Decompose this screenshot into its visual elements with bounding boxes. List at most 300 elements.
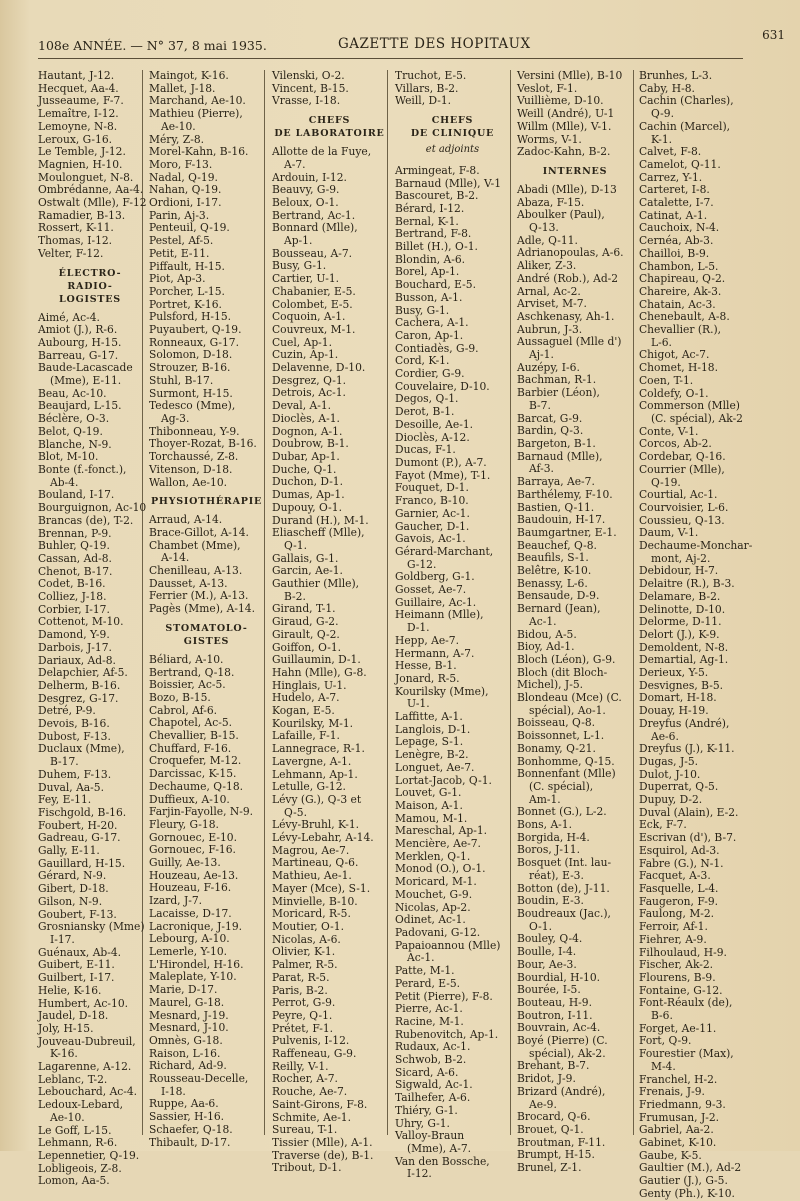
directory-entry: Velter, F-12. [38,246,104,260]
directory-entry: Willm (Mlle), V-1. [517,119,612,133]
directory-entry: Gaultier (M.), Ad-2 [639,1161,742,1175]
directory-entry: Chailloi, B-9. [639,246,710,260]
directory-entry: Lenègre, B-2. [395,748,469,762]
directory-entry: Boissonnet, L-1. [517,729,605,743]
directory-entry: Aussaguel (Mlle d') [517,335,622,349]
directory-entry: Camelot, Q-11. [639,157,721,171]
directory-entry: Bouvrain, Ac-4. [517,1021,601,1035]
directory-entry: Jusseaume, F-7. [38,94,124,108]
directory-entry: Adle, Q-11. [517,233,578,247]
directory-entry: B-17. [50,755,79,769]
directory-entry: Porcher, L-15. [149,284,225,298]
directory-entry: Lévy-Lebahr, A-14. [272,831,374,845]
directory-entry: Humbert, Ac-10. [38,996,129,1010]
directory-entry: Debidour, H-7. [639,564,719,578]
directory-entry: Rossert, K-11. [38,221,114,235]
directory-entry: Allotte de la Fuye, [272,145,372,159]
directory-entry: Bourguignon, Ac-10 [38,501,147,515]
directory-entry: Barnaud (Mlle), [517,449,603,463]
page-header [38,28,785,59]
directory-entry: Marchand, Ae-10. [149,94,246,108]
directory-entry: Dubar, Ap-1. [272,449,340,463]
directory-entry: Padovani, G-12. [395,926,481,939]
directory-entry: Lemaître, I-12. [38,107,119,121]
directory-entry: Maurel, G-18. [149,995,225,1009]
directory-entry: Chuffard, F-16. [149,741,232,755]
directory-entry: Maingot, K-16. [149,69,229,82]
column-5 [517,69,634,1175]
directory-entry: Mesnard, J-10. [149,1021,229,1035]
directory-entry: Aboulker (Paul), [517,208,605,222]
directory-entry: Blot, M-10. [38,450,99,464]
directory-entry: Lobligeois, Z-8. [38,1161,122,1175]
directory-entry: Courvoisier, L-6. [639,500,729,514]
directory-entry: I-18. [161,1084,186,1098]
section-heading-line: CHEFS [431,115,474,127]
directory-entry: Couvelaire, D-10. [395,379,490,393]
directory-entry: Mamou, M-1. [395,811,468,825]
directory-entry: Bosquet (Int. lau- [517,856,612,870]
directory-entry: M-4. [651,1059,676,1073]
directory-entry: Ac-1. [529,614,557,628]
directory-entry: Barcat, G-9. [517,411,583,425]
directory-entry: Ap-1. [284,234,313,248]
directory-entry: Gosset, Ae-7. [395,583,467,597]
directory-entry: Letulle, G-12. [272,780,346,794]
directory-entry: Vilenski, O-2. [272,69,345,82]
directory-entry: Q-5. [284,805,307,819]
directory-entry: Blondin, A-6. [395,252,466,266]
directory-entry: Hermann, A-7. [395,646,475,660]
directory-entry: Guilly, Ae-13. [149,856,221,870]
directory-entry: Gaucher, D-1. [395,519,470,533]
directory-entry: Desgrez, Q-1. [272,373,347,387]
directory-entry: B-2. [284,589,306,603]
directory-entry: Barthélemy, F-10. [517,487,613,501]
directory-entry: Hahn (Mlle), G-8. [272,665,367,679]
directory-entry: Corcos, Ab-2. [639,437,712,451]
directory-entry: Desgrez, G-17. [38,691,119,705]
directory-entry: Baude-Lacascade [38,361,133,375]
directory-entry: Nadal, Q-19. [149,170,218,184]
directory-entry: Moricard, M-1. [395,875,477,889]
directory-entry: Pulvenis, I-12. [272,1034,350,1048]
directory-entry: Baumgartner, E-1. [517,525,617,539]
directory-entry: Rubenovitch, Ap-1. [395,1027,499,1041]
directory-entry: Mouchet, G-9. [395,887,473,901]
directory-entry: Thoyer-Rozat, B-16. [149,437,257,451]
directory-entry: Gauthier (Mlle), [272,577,360,591]
directory-entry: Hesse, B-1. [395,659,457,673]
directory-entry: Versini (Mlle), B-10 [517,69,623,82]
directory-entry: Brace-Gillot, A-14. [149,525,249,539]
directory-entry: Busson, A-1. [395,290,463,304]
directory-entry: Armingeat, F-8. [395,163,480,177]
directory-entry: Raison, L-16. [149,1046,221,1060]
issue-info: 108e ANNÉE. — N° 37, 8 mai 1935. [38,38,267,53]
directory-entry: Cottenot, M-10. [38,615,124,629]
directory-entry: Demoldent, N-8. [639,640,729,654]
column-1 [38,69,147,1188]
directory-entry: Courtial, Ac-1. [639,488,718,502]
directory-entry: Dumas, Ap-1. [272,488,345,502]
directory-entry: Aubrun, J-3. [517,322,583,336]
directory-entry: Vrasse, I-18. [272,94,341,108]
directory-entry: Lebouchard, Ac-4. [38,1085,138,1099]
directory-entry: Filhoulaud, H-9. [639,945,727,959]
directory-entry: Faulong, M-2. [639,907,715,921]
directory-entry: Duclaux (Mme), [38,742,125,756]
directory-entry: Guilbert, I-17. [38,971,115,985]
directory-entry: Gibert, D-18. [38,882,109,896]
directory-entry: Beau, Ac-10. [38,386,107,400]
directory-entry: Garnier, Ac-1. [395,506,470,520]
directory-entry: D-1. [407,621,430,635]
directory-entry: Moricard, R-5. [272,907,351,921]
directory-entry: Cauchoix, N-4. [639,221,720,235]
directory-entry: Aimé, Ac-4. [38,310,100,324]
directory-entry: Gilson, N-9. [38,894,103,908]
section-heading-line: DE LABORATOIRE [274,128,385,140]
directory-entry: Gornouec, F-16. [149,843,236,857]
directory-entry: Magnien, H-10. [38,157,123,171]
directory-entry: Palmer, R-5. [272,958,338,972]
directory-entry: Lomon, Aa-5. [38,1174,110,1188]
directory-entry: Barbier (Léon), [517,386,600,400]
directory-entry: Rouche, Ae-7. [272,1085,348,1099]
directory-entry: Lemerle, Y-10. [149,945,228,958]
directory-entry: Cernéa, Ab-3. [639,234,714,248]
directory-entry: Cuzin, Ap-1. [272,348,339,362]
directory-entry: Billet (H.), O-1. [395,240,478,254]
directory-entry: Lebourg, A-10. [149,932,230,946]
directory-entry: G-12. [407,557,437,571]
directory-entry: Bernal, K-1. [395,214,459,228]
directory-entry: Boutron, I-11. [517,1008,593,1022]
directory-entry: Chapireau, Q-2. [639,272,726,286]
directory-entry: Chareire, Ak-3. [639,284,722,298]
directory-entry: Boulle, I-4. [517,945,577,959]
directory-entry: Nahan, Q-19. [149,183,222,197]
column-3 [272,69,388,1175]
directory-entry: Traverse (de), B-1. [272,1148,374,1162]
directory-entry: Schmite, Ae-1. [272,1110,352,1124]
section-heading-line: LOGISTES [59,293,121,305]
directory-entry: Morel-Kahn, B-16. [149,145,249,159]
directory-entry: (C. spécial), [529,779,594,793]
directory-entry: Brumpt, H-15. [517,1148,595,1162]
directory-entry: Bensaude, D-9. [517,589,600,603]
directory-entry: Villars, B-2. [395,81,459,95]
directory-entry: Wallon, Ae-10. [149,475,228,489]
directory-entry: Fontaine, G-12. [639,983,723,997]
directory-entry: Belot, Q-19. [38,424,103,438]
directory-entry: Bertrand, Ac-1. [272,208,356,222]
directory-entry: Béclère, O-3. [38,412,110,426]
directory-entry: Weill (André), U-1 [517,107,615,121]
directory-entry: Brocard, Q-6. [517,1110,591,1124]
directory-entry: Bargeton, B-1. [517,436,596,450]
directory-entry: Ae-10. [161,119,196,133]
section-heading [38,267,142,306]
directory-entry: L-6. [651,335,672,349]
directory-entry: Benassy, L-6. [517,576,588,590]
directory-entry: Peyre, Q-1. [272,1008,333,1022]
directory-entry: Foubert, H-20. [38,818,118,832]
directory-entry: Bour, Ae-3. [517,957,577,971]
directory-entry: Mallet, J-18. [149,81,216,95]
directory-entry: Lévy (G.), Q-3 et [272,792,362,806]
directory-entry: Dubost, F-13. [38,729,111,743]
directory-entry: Maison, A-1. [395,798,463,812]
directory-entry: Maleplate, Y-10. [149,970,237,984]
section-heading-line: ÉLECTRO-RADIO- [58,267,122,292]
directory-entry: Belêtre, K-10. [517,564,592,578]
directory-entry: Boyé (Pierre) (C. [517,1034,608,1048]
directory-entry: Lagarenne, A-12. [38,1060,132,1074]
section-heading-line: INTERNES [542,165,608,177]
directory-entry: Hepp, Ae-7. [395,633,459,647]
directory-entry: Duchon, D-1. [272,475,344,489]
directory-entry: Lemoyne, N-8. [38,119,118,133]
directory-entry: Goiffon, O-1. [272,640,342,654]
directory-entry: Sigwald, Ac-1. [395,1078,473,1092]
directory-entry: (C. spécial), Ak-2 [651,411,743,425]
directory-entry: Pestel, Af-5. [149,234,214,248]
directory-entry: Commerson (Mlle) [639,399,740,413]
directory-entry: Gauillard, H-15. [38,856,126,870]
directory-entry: Fiehrer, A-9. [639,932,707,946]
directory-entry: Chambet (Mme), [149,538,241,552]
directory-entry: Bouchard, E-5. [395,278,476,292]
directory-entry: Hinglais, U-1. [272,678,347,692]
directory-entry: Stuhl, B-17. [149,373,214,387]
directory-entry: Aliker, Z-3. [517,259,577,273]
directory-entry: Botton (de), J-11. [517,881,610,895]
directory-entry: Abadi (Mlle), D-13 [517,182,617,196]
directory-entry: Lavergne, A-1. [272,754,352,768]
directory-entry: Kourilsky (Mme), [395,684,489,698]
directory-entry: Chabanier, E-5. [272,284,356,298]
directory-entry: Cabrol, Af-6. [149,703,218,717]
directory-entry: Paris, B-2. [272,983,328,997]
directory-entry: Bidou, A-5. [517,627,577,641]
directory-entry: Detrois, Ac-1. [272,386,346,400]
directory-entry: Mesnard, J-19. [149,1008,229,1022]
directory-columns [38,69,762,1200]
directory-entry: Bouteau, H-9. [517,995,592,1009]
directory-entry: Ac-1. [407,951,435,965]
directory-entry: Rocher, A-7. [272,1072,338,1086]
directory-entry: Méry, Z-8. [149,132,205,146]
directory-entry: L'Hirondel, H-16. [149,957,244,971]
section-heading-line: STOMATOLO- [165,622,248,634]
directory-entry: réat), E-3. [529,868,584,882]
directory-entry: Giraud, G-2. [272,615,339,629]
directory-entry: Cuel, Ap-1. [272,335,332,349]
directory-entry: Chenot, B-17. [38,564,113,578]
directory-entry: Chevallier, B-15. [149,729,239,743]
directory-entry: Beauchef, Q-8. [517,538,597,552]
directory-entry: Fey, E-11. [38,793,92,807]
directory-entry: Ardouin, I-12. [272,170,347,184]
directory-entry: Houzeau, Ae-13. [149,868,239,882]
directory-entry: Portret, K-16. [149,297,222,311]
directory-entry: Rudaux, Ac-1. [395,1040,471,1054]
directory-entry: Parin, Aj-3. [149,208,210,222]
directory-entry: Brancas (de), T-2. [38,513,134,527]
directory-entry: Langlois, D-1. [395,722,471,736]
directory-entry: Bridot, J-9. [517,1072,576,1086]
directory-entry: Vincent, B-15. [272,81,349,95]
directory-entry: Desoille, Ae-1. [395,417,474,431]
directory-entry: Chenilleau, A-13. [149,564,243,578]
directory-entry: Goldberg, G-1. [395,570,475,584]
directory-entry: Piffault, H-15. [149,259,225,273]
directory-entry: Corbier, I-17. [38,602,110,616]
directory-entry: Girault, Q-2. [272,627,340,641]
section-heading [395,114,510,140]
directory-entry: Perrot, G-9. [272,996,336,1010]
directory-entry: Solomon, D-18. [149,348,233,362]
directory-entry: Ab-4. [50,475,79,489]
directory-entry: Longuet, Ae-7. [395,760,475,774]
directory-entry: Calvet, F-8. [639,145,702,159]
directory-entry: Auzépy, I-6. [517,360,580,374]
directory-entry: Bloch (dit Bloch- [517,665,608,679]
directory-entry: Schaefer, Q-18. [149,1122,233,1136]
directory-entry: Bonnard (Mlle), [272,221,358,235]
directory-entry: Douay, H-19. [639,704,709,718]
directory-entry: Joly, H-15. [38,1021,94,1035]
directory-entry: Fischgold, B-16. [38,805,127,819]
directory-entry: Gautier (J.), G-5. [639,1174,728,1188]
directory-entry: Minvielle, B-10. [272,894,358,908]
directory-entry: Bozo, B-15. [149,690,211,704]
directory-entry: Fabre (G.), N-1. [639,856,724,870]
directory-entry: Grosnianskу (Mme) [38,920,145,934]
directory-entry: Brouet, Q-1. [517,1122,584,1136]
directory-entry: Bertrand, F-8. [395,227,472,241]
directory-entry: Dioclès, A-1. [272,411,340,425]
directory-entry: Caby, H-8. [639,81,695,95]
directory-entry: Bourée, I-5. [517,983,581,997]
directory-entry: Coldefy, O-1. [639,386,709,400]
directory-entry: Martineau, Q-6. [272,856,359,870]
directory-entry: Boudin, E-3. [517,894,584,908]
directory-entry: Guénaux, Ab-4. [38,945,122,959]
directory-entry: Nicolas, A-6. [272,932,341,946]
directory-entry: A-7. [284,157,306,171]
directory-entry: Lannegrace, R-1. [272,742,365,756]
directory-entry: Dechaume-Monchar- [639,539,753,553]
directory-entry: Jonard, R-5. [395,671,460,685]
directory-entry: Van den Bossche, [395,1154,490,1168]
directory-entry: Marie, D-17. [149,983,218,997]
directory-entry: Cachin (Marcel), [639,119,731,133]
directory-entry: Cord, K-1. [395,354,450,368]
directory-entry: Moulonguet, N-8. [38,170,134,184]
directory-entry: Pierre, Ac-1. [395,1002,463,1016]
directory-entry: mont, Aj-2. [651,551,711,565]
directory-entry: Chapotel, Ac-5. [149,716,233,730]
directory-entry: Torchaussé, Z-8. [149,450,239,464]
directory-entry: Derieux, Y-5. [639,666,709,680]
directory-entry: Ordioni, I-17. [149,196,222,210]
directory-entry: Codet, B-16. [38,577,106,591]
directory-entry: Parat, R-5. [272,970,330,984]
directory-entry: Fischer, Ak-2. [639,958,714,972]
section-heading [149,622,264,648]
directory-entry: Catinat, A-1. [639,208,708,222]
directory-entry: Aj-1. [529,348,554,362]
directory-entry: Sicard, A-6. [395,1065,459,1079]
directory-entry: Croquefer, M-12. [149,754,242,768]
directory-entry: Michel), J-5. [517,678,584,692]
directory-entry: B-6. [651,1009,673,1023]
directory-entry: Cachin (Charles), [639,94,734,108]
directory-entry: Beaufils, S-1. [517,551,589,565]
directory-entry: Goubert, F-13. [38,907,117,921]
directory-entry: Derot, B-1. [395,405,455,419]
directory-entry: Piot, Ap-3. [149,272,206,286]
directory-entry: Bousseau, A-7. [272,246,353,260]
directory-entry: Beauvy, G-9. [272,183,340,197]
directory-entry: Bouley, Q-4. [517,932,583,946]
directory-entry: Cordier, G-9. [395,367,465,381]
directory-entry: Gabriel, Aa-2. [639,1123,714,1137]
directory-entry: Q-1. [284,538,307,552]
directory-entry: Houzeau, F-16. [149,881,232,895]
directory-entry: Bonte (f.-fonct.), [38,462,127,476]
directory-entry: Valloy-Braun [395,1129,465,1143]
directory-entry: Dupuy, D-2. [639,793,703,807]
directory-entry: Escrivan (d'), B-7. [639,831,737,845]
directory-entry: Ag-3. [161,411,190,425]
directory-entry: Mencière, Ae-7. [395,837,481,851]
directory-entry: Ducas, F-1. [395,443,456,457]
directory-entry: Colliez, J-18. [38,590,107,604]
directory-entry: Devois, B-16. [38,717,110,731]
directory-entry: Sassier, H-16. [149,1110,225,1124]
directory-entry: Le Temble, J-12. [38,145,126,159]
directory-entry: Duval (Alain), E-2. [639,805,739,819]
directory-entry: B-7. [529,398,551,412]
directory-entry: Odinet, Ac-1. [395,913,466,927]
directory-entry: Ae-9. [529,1097,557,1111]
directory-entry: Abaza, F-15. [517,195,585,209]
directory-entry: Delavenne, D-10. [272,361,366,375]
directory-entry: Friedmann, 9-3. [639,1097,726,1111]
directory-entry: Q-9. [651,107,674,121]
directory-entry: Conte, V-1. [639,424,699,438]
directory-entry: Duche, Q-1. [272,462,337,476]
directory-entry: Leblanc, T-2. [38,1072,108,1086]
directory-entry: Borgida, H-4. [517,830,590,844]
directory-entry: Duhem, F-13. [38,767,112,781]
directory-entry: Lepage, S-1. [395,735,464,749]
directory-entry: Bertrand, Q-18. [149,665,235,679]
directory-entry: Richard, Ad-9. [149,1059,227,1073]
directory-entry: Ae-10. [50,1110,85,1124]
directory-entry: O-1. [529,919,552,933]
directory-entry: Saint-Girons, F-8. [272,1097,368,1111]
directory-entry: Heimann (Mlle), [395,608,484,622]
directory-entry: Jaudel, D-18. [38,1009,109,1023]
directory-entry: Tailhefer, A-6. [395,1091,471,1105]
directory-entry: Degos, Q-1. [395,392,459,406]
directory-entry: Hecquet, Aa-4. [38,81,119,95]
